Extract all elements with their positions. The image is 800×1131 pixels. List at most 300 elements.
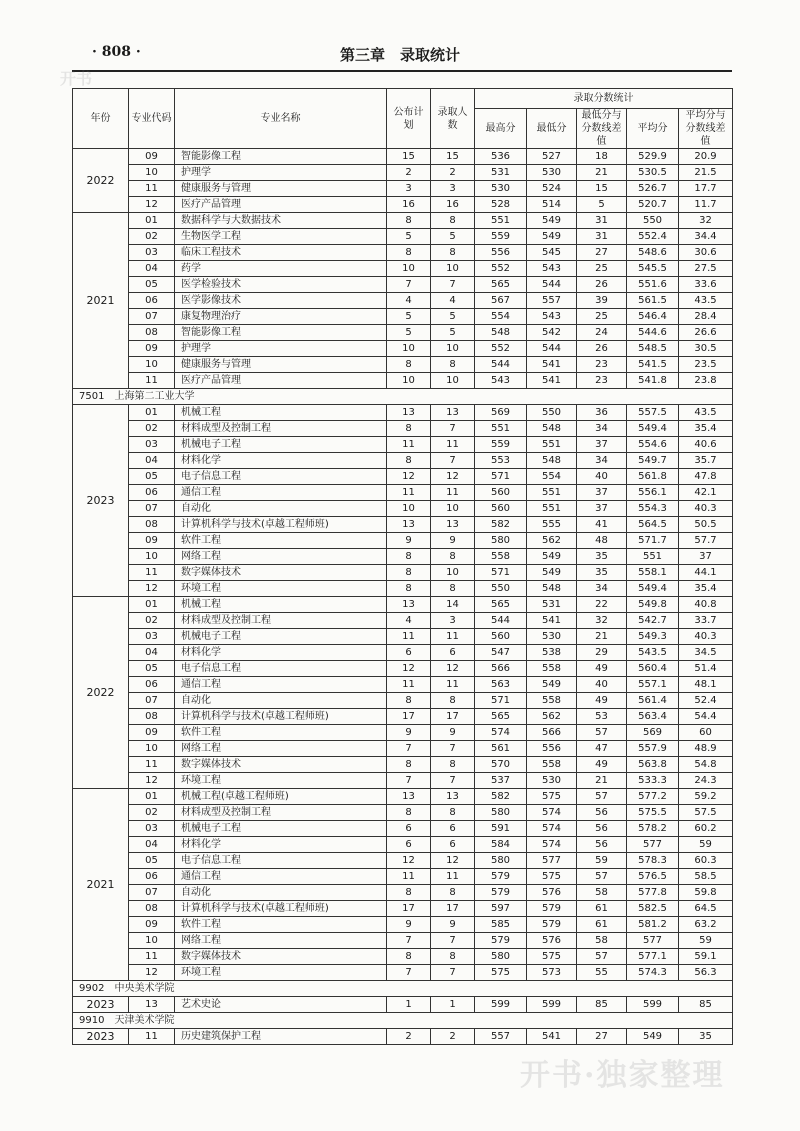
max-cell: 565 <box>475 277 527 293</box>
admission-stats-table <box>72 88 733 1045</box>
plan-cell: 5 <box>387 229 431 245</box>
table-row <box>73 709 733 725</box>
major-cell: 电子信息工程 <box>175 853 387 869</box>
table-row <box>73 949 733 965</box>
table-row <box>73 181 733 197</box>
plan-cell: 9 <box>387 533 431 549</box>
min-diff-cell: 22 <box>577 597 627 613</box>
major-cell: 自动化 <box>175 501 387 517</box>
min-diff-cell: 37 <box>577 437 627 453</box>
plan-cell: 7 <box>387 773 431 789</box>
table-row <box>73 357 733 373</box>
avg-cell: 556.1 <box>627 485 679 501</box>
major-cell: 网络工程 <box>175 933 387 949</box>
plan-cell: 8 <box>387 213 431 229</box>
max-cell: 580 <box>475 533 527 549</box>
min-cell: 556 <box>527 741 577 757</box>
plan-cell: 3 <box>387 181 431 197</box>
table-row <box>73 213 733 229</box>
code-cell: 03 <box>129 245 175 261</box>
avg-cell: 544.6 <box>627 325 679 341</box>
table-row <box>73 613 733 629</box>
code-cell: 10 <box>129 165 175 181</box>
min-diff-cell: 53 <box>577 709 627 725</box>
table-row <box>73 261 733 277</box>
max-cell: 557 <box>475 1029 527 1045</box>
min-cell: 549 <box>527 677 577 693</box>
code-cell: 10 <box>129 549 175 565</box>
min-cell: 527 <box>527 149 577 165</box>
min-cell: 579 <box>527 901 577 917</box>
max-cell: 560 <box>475 501 527 517</box>
admit-cell: 14 <box>431 597 475 613</box>
code-cell: 09 <box>129 725 175 741</box>
avg-diff-cell: 59.1 <box>679 949 733 965</box>
avg-cell: 549.8 <box>627 597 679 613</box>
admit-cell: 2 <box>431 1029 475 1045</box>
max-cell: 571 <box>475 469 527 485</box>
avg-cell: 533.3 <box>627 773 679 789</box>
plan-cell: 13 <box>387 517 431 533</box>
avg-diff-cell: 40.3 <box>679 629 733 645</box>
max-cell: 561 <box>475 741 527 757</box>
avg-diff-cell: 23.5 <box>679 357 733 373</box>
table-row <box>73 645 733 661</box>
avg-cell: 543.5 <box>627 645 679 661</box>
code-cell: 12 <box>129 773 175 789</box>
avg-cell: 564.5 <box>627 517 679 533</box>
table-row <box>73 725 733 741</box>
avg-cell: 529.9 <box>627 149 679 165</box>
avg-diff-cell: 34.5 <box>679 645 733 661</box>
code-cell: 10 <box>129 741 175 757</box>
admit-cell: 3 <box>431 181 475 197</box>
min-diff-cell: 39 <box>577 293 627 309</box>
avg-diff-cell: 35.7 <box>679 453 733 469</box>
plan-cell: 9 <box>387 917 431 933</box>
code-cell: 12 <box>129 965 175 981</box>
max-cell: 548 <box>475 325 527 341</box>
school-row <box>73 1013 733 1029</box>
max-cell: 528 <box>475 197 527 213</box>
plan-cell: 11 <box>387 869 431 885</box>
avg-cell: 541.5 <box>627 357 679 373</box>
min-cell: 575 <box>527 789 577 805</box>
table-row <box>73 741 733 757</box>
major-cell: 护理学 <box>175 341 387 357</box>
major-cell: 材料成型及控制工程 <box>175 613 387 629</box>
avg-cell: 554.6 <box>627 437 679 453</box>
plan-cell: 11 <box>387 629 431 645</box>
admit-cell: 11 <box>431 437 475 453</box>
min-diff-cell: 58 <box>577 885 627 901</box>
table-row <box>73 581 733 597</box>
major-cell: 智能影像工程 <box>175 325 387 341</box>
plan-cell: 7 <box>387 277 431 293</box>
table-row <box>73 421 733 437</box>
avg-diff-cell: 59 <box>679 933 733 949</box>
max-cell: 584 <box>475 837 527 853</box>
min-cell: 558 <box>527 693 577 709</box>
max-cell: 560 <box>475 485 527 501</box>
admit-cell: 10 <box>431 501 475 517</box>
min-cell: 558 <box>527 661 577 677</box>
avg-diff-cell: 40.6 <box>679 437 733 453</box>
table-row <box>73 965 733 981</box>
min-cell: 575 <box>527 949 577 965</box>
avg-cell: 563.8 <box>627 757 679 773</box>
min-diff-cell: 18 <box>577 149 627 165</box>
max-cell: 551 <box>475 421 527 437</box>
min-diff-cell: 32 <box>577 613 627 629</box>
max-cell: 560 <box>475 629 527 645</box>
admit-cell: 4 <box>431 293 475 309</box>
avg-cell: 575.5 <box>627 805 679 821</box>
min-diff-cell: 59 <box>577 853 627 869</box>
avg-cell: 549.4 <box>627 581 679 597</box>
code-cell: 02 <box>129 421 175 437</box>
min-cell: 549 <box>527 549 577 565</box>
major-cell: 康复物理治疗 <box>175 309 387 325</box>
min-diff-cell: 25 <box>577 261 627 277</box>
major-cell: 软件工程 <box>175 917 387 933</box>
avg-diff-cell: 35.4 <box>679 421 733 437</box>
major-cell: 医疗产品管理 <box>175 197 387 213</box>
admit-cell: 10 <box>431 261 475 277</box>
max-cell: 566 <box>475 661 527 677</box>
avg-diff-cell: 24.3 <box>679 773 733 789</box>
min-diff-cell: 25 <box>577 309 627 325</box>
major-cell: 机械工程(卓越工程师班) <box>175 789 387 805</box>
code-cell: 04 <box>129 261 175 277</box>
admit-cell: 7 <box>431 933 475 949</box>
avg-diff-cell: 50.5 <box>679 517 733 533</box>
plan-cell: 8 <box>387 453 431 469</box>
avg-cell: 549.4 <box>627 421 679 437</box>
min-cell: 542 <box>527 325 577 341</box>
plan-cell: 7 <box>387 741 431 757</box>
major-cell: 环境工程 <box>175 965 387 981</box>
table-row <box>73 165 733 181</box>
max-cell: 580 <box>475 805 527 821</box>
major-cell: 数字媒体技术 <box>175 565 387 581</box>
table-row <box>73 1029 733 1045</box>
plan-cell: 8 <box>387 357 431 373</box>
code-cell: 05 <box>129 277 175 293</box>
avg-cell: 599 <box>627 997 679 1013</box>
header-score-stats: 录取分数统计 <box>475 89 733 109</box>
table-row <box>73 597 733 613</box>
major-cell: 医学检验技术 <box>175 277 387 293</box>
header-rule <box>72 70 732 72</box>
plan-cell: 8 <box>387 549 431 565</box>
code-cell: 01 <box>129 213 175 229</box>
admit-cell: 7 <box>431 421 475 437</box>
avg-cell: 530.5 <box>627 165 679 181</box>
major-cell: 软件工程 <box>175 725 387 741</box>
code-cell: 05 <box>129 661 175 677</box>
plan-cell: 11 <box>387 437 431 453</box>
max-cell: 537 <box>475 773 527 789</box>
min-cell: 549 <box>527 229 577 245</box>
avg-cell: 526.7 <box>627 181 679 197</box>
major-cell: 通信工程 <box>175 485 387 501</box>
avg-diff-cell: 48.9 <box>679 741 733 757</box>
avg-diff-cell: 58.5 <box>679 869 733 885</box>
avg-cell: 549 <box>627 1029 679 1045</box>
plan-cell: 10 <box>387 501 431 517</box>
admit-cell: 11 <box>431 677 475 693</box>
min-cell: 566 <box>527 725 577 741</box>
chapter-title: 第三章 录取统计 <box>339 46 460 64</box>
min-cell: 554 <box>527 469 577 485</box>
plan-cell: 8 <box>387 805 431 821</box>
min-cell: 538 <box>527 645 577 661</box>
plan-cell: 6 <box>387 821 431 837</box>
admit-cell: 13 <box>431 405 475 421</box>
avg-diff-cell: 60 <box>679 725 733 741</box>
major-cell: 软件工程 <box>175 533 387 549</box>
admit-cell: 10 <box>431 565 475 581</box>
min-diff-cell: 48 <box>577 533 627 549</box>
avg-cell: 557.5 <box>627 405 679 421</box>
avg-diff-cell: 34.4 <box>679 229 733 245</box>
avg-diff-cell: 51.4 <box>679 661 733 677</box>
min-cell: 551 <box>527 437 577 453</box>
table-row <box>73 629 733 645</box>
max-cell: 570 <box>475 757 527 773</box>
min-diff-cell: 21 <box>577 773 627 789</box>
plan-cell: 13 <box>387 597 431 613</box>
avg-diff-cell: 37 <box>679 549 733 565</box>
min-diff-cell: 49 <box>577 661 627 677</box>
plan-cell: 12 <box>387 853 431 869</box>
max-cell: 597 <box>475 901 527 917</box>
min-cell: 574 <box>527 805 577 821</box>
avg-diff-cell: 59.8 <box>679 885 733 901</box>
code-cell: 08 <box>129 325 175 341</box>
max-cell: 591 <box>475 821 527 837</box>
plan-cell: 13 <box>387 789 431 805</box>
table-row <box>73 453 733 469</box>
admit-cell: 8 <box>431 949 475 965</box>
min-cell: 541 <box>527 373 577 389</box>
table-row <box>73 933 733 949</box>
major-cell: 网络工程 <box>175 549 387 565</box>
min-cell: 573 <box>527 965 577 981</box>
major-cell: 环境工程 <box>175 773 387 789</box>
max-cell: 579 <box>475 869 527 885</box>
min-cell: 548 <box>527 453 577 469</box>
min-diff-cell: 61 <box>577 917 627 933</box>
table-row <box>73 997 733 1013</box>
max-cell: 544 <box>475 357 527 373</box>
avg-cell: 577.1 <box>627 949 679 965</box>
avg-diff-cell: 60.2 <box>679 821 733 837</box>
avg-cell: 582.5 <box>627 901 679 917</box>
school-name: 9902 中央美术学院 <box>73 981 733 997</box>
max-cell: 547 <box>475 645 527 661</box>
avg-cell: 577 <box>627 837 679 853</box>
header-avg: 平均分 <box>627 109 679 149</box>
avg-diff-cell: 26.6 <box>679 325 733 341</box>
avg-diff-cell: 21.5 <box>679 165 733 181</box>
code-cell: 12 <box>129 197 175 213</box>
major-cell: 艺术史论 <box>175 997 387 1013</box>
major-cell: 健康服务与管理 <box>175 357 387 373</box>
avg-cell: 548.5 <box>627 341 679 357</box>
header-year: 年份 <box>73 89 129 149</box>
min-diff-cell: 49 <box>577 757 627 773</box>
avg-cell: 571.7 <box>627 533 679 549</box>
plan-cell: 8 <box>387 757 431 773</box>
min-cell: 599 <box>527 997 577 1013</box>
major-cell: 通信工程 <box>175 677 387 693</box>
avg-cell: 549.3 <box>627 629 679 645</box>
plan-cell: 8 <box>387 421 431 437</box>
min-cell: 577 <box>527 853 577 869</box>
avg-cell: 551.6 <box>627 277 679 293</box>
code-cell: 13 <box>129 997 175 1013</box>
year-cell: 2022 <box>73 149 129 213</box>
table-row <box>73 837 733 853</box>
min-cell: 574 <box>527 821 577 837</box>
plan-cell: 13 <box>387 405 431 421</box>
max-cell: 559 <box>475 229 527 245</box>
major-cell: 历史建筑保护工程 <box>175 1029 387 1045</box>
code-cell: 03 <box>129 437 175 453</box>
table-row <box>73 309 733 325</box>
table-row <box>73 197 733 213</box>
max-cell: 571 <box>475 565 527 581</box>
major-cell: 通信工程 <box>175 869 387 885</box>
plan-cell: 11 <box>387 677 431 693</box>
plan-cell: 15 <box>387 149 431 165</box>
min-cell: 548 <box>527 581 577 597</box>
major-cell: 环境工程 <box>175 581 387 597</box>
min-diff-cell: 23 <box>577 357 627 373</box>
admit-cell: 8 <box>431 357 475 373</box>
code-cell: 09 <box>129 917 175 933</box>
min-cell: 545 <box>527 245 577 261</box>
admit-cell: 12 <box>431 853 475 869</box>
plan-cell: 1 <box>387 997 431 1013</box>
admit-cell: 10 <box>431 341 475 357</box>
plan-cell: 12 <box>387 661 431 677</box>
major-cell: 计算机科学与技术(卓越工程师班) <box>175 709 387 725</box>
max-cell: 552 <box>475 261 527 277</box>
major-cell: 机械工程 <box>175 597 387 613</box>
table-row <box>73 405 733 421</box>
max-cell: 556 <box>475 245 527 261</box>
plan-cell: 6 <box>387 645 431 661</box>
avg-cell: 577.8 <box>627 885 679 901</box>
min-diff-cell: 41 <box>577 517 627 533</box>
table-row <box>73 805 733 821</box>
table-row <box>73 869 733 885</box>
avg-diff-cell: 17.7 <box>679 181 733 197</box>
code-cell: 11 <box>129 757 175 773</box>
avg-cell: 578.3 <box>627 853 679 869</box>
major-cell: 临床工程技术 <box>175 245 387 261</box>
code-cell: 05 <box>129 853 175 869</box>
admit-cell: 8 <box>431 693 475 709</box>
code-cell: 03 <box>129 629 175 645</box>
avg-diff-cell: 52.4 <box>679 693 733 709</box>
avg-cell: 548.6 <box>627 245 679 261</box>
code-cell: 11 <box>129 1029 175 1045</box>
header-min: 最低分 <box>527 109 577 149</box>
major-cell: 计算机科学与技术(卓越工程师班) <box>175 517 387 533</box>
max-cell: 550 <box>475 581 527 597</box>
major-cell: 医疗产品管理 <box>175 373 387 389</box>
avg-cell: 561.8 <box>627 469 679 485</box>
admit-cell: 5 <box>431 229 475 245</box>
min-cell: 551 <box>527 485 577 501</box>
table-row <box>73 293 733 309</box>
avg-cell: 558.1 <box>627 565 679 581</box>
max-cell: 554 <box>475 309 527 325</box>
admit-cell: 8 <box>431 213 475 229</box>
plan-cell: 10 <box>387 341 431 357</box>
min-cell: 530 <box>527 165 577 181</box>
plan-cell: 5 <box>387 309 431 325</box>
table-row <box>73 277 733 293</box>
min-diff-cell: 57 <box>577 949 627 965</box>
plan-cell: 4 <box>387 293 431 309</box>
code-cell: 02 <box>129 229 175 245</box>
admit-cell: 13 <box>431 517 475 533</box>
year-cell: 2021 <box>73 789 129 981</box>
min-diff-cell: 27 <box>577 245 627 261</box>
major-cell: 医学影像技术 <box>175 293 387 309</box>
plan-cell: 5 <box>387 325 431 341</box>
admit-cell: 12 <box>431 469 475 485</box>
avg-cell: 581.2 <box>627 917 679 933</box>
major-cell: 材料成型及控制工程 <box>175 421 387 437</box>
avg-cell: 557.9 <box>627 741 679 757</box>
header-avg-diff: 平均分与分数线差值 <box>679 109 733 149</box>
code-cell: 06 <box>129 677 175 693</box>
code-cell: 01 <box>129 405 175 421</box>
admit-cell: 6 <box>431 645 475 661</box>
avg-diff-cell: 40.3 <box>679 501 733 517</box>
code-cell: 01 <box>129 597 175 613</box>
header-code: 专业代码 <box>129 89 175 149</box>
avg-diff-cell: 35.4 <box>679 581 733 597</box>
code-cell: 09 <box>129 533 175 549</box>
max-cell: 543 <box>475 373 527 389</box>
admit-cell: 8 <box>431 245 475 261</box>
plan-cell: 2 <box>387 1029 431 1045</box>
min-diff-cell: 26 <box>577 277 627 293</box>
avg-cell: 552.4 <box>627 229 679 245</box>
avg-cell: 561.5 <box>627 293 679 309</box>
plan-cell: 17 <box>387 709 431 725</box>
major-cell: 数字媒体技术 <box>175 757 387 773</box>
min-diff-cell: 37 <box>577 501 627 517</box>
min-diff-cell: 31 <box>577 213 627 229</box>
min-diff-cell: 29 <box>577 645 627 661</box>
min-diff-cell: 35 <box>577 565 627 581</box>
avg-cell: 546.4 <box>627 309 679 325</box>
plan-cell: 8 <box>387 565 431 581</box>
avg-cell: 549.7 <box>627 453 679 469</box>
year-cell: 2023 <box>73 1029 129 1045</box>
avg-diff-cell: 20.9 <box>679 149 733 165</box>
min-diff-cell: 56 <box>577 821 627 837</box>
avg-diff-cell: 59 <box>679 837 733 853</box>
